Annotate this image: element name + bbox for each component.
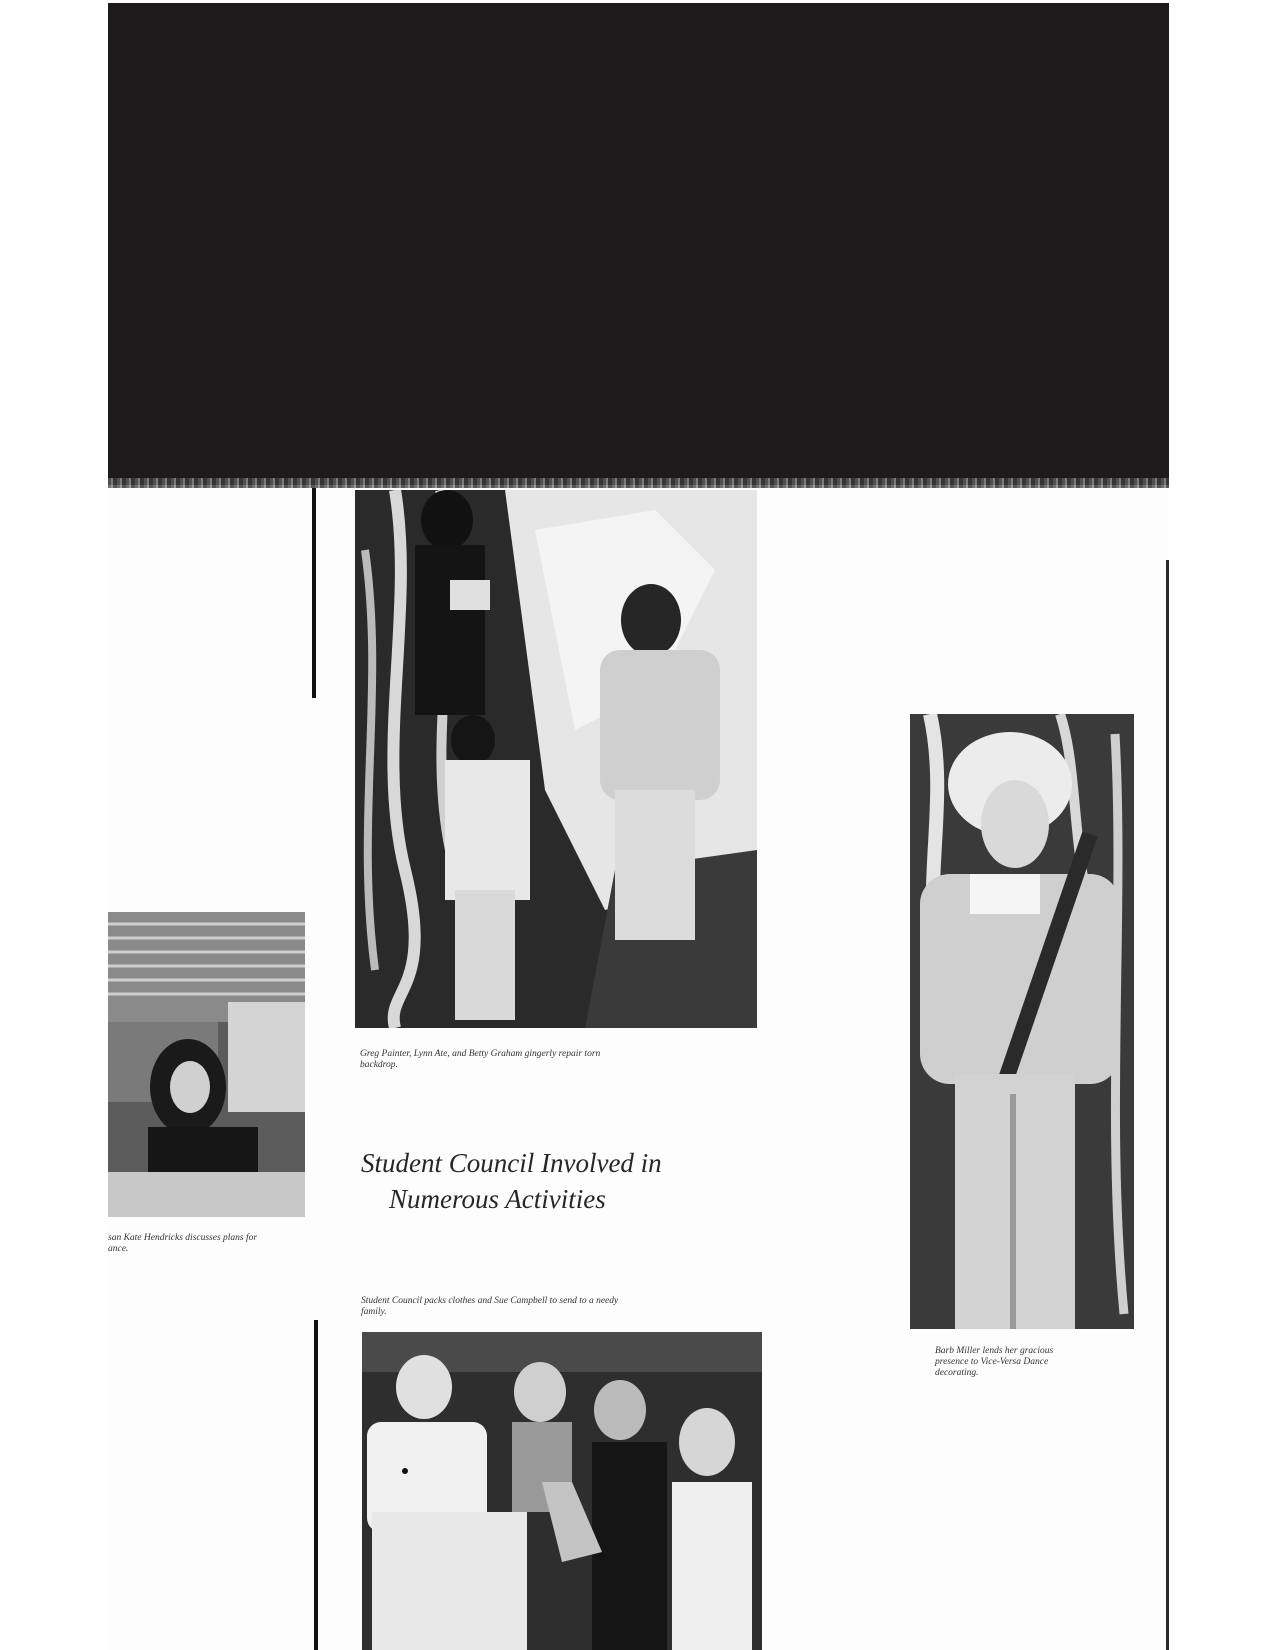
dark-block-edge xyxy=(108,478,1169,488)
caption-packing-clothes: Student Council packs clothes and Sue Campbell to send to a needy family. xyxy=(361,1296,619,1317)
caption-repair-backdrop: Greg Painter, Lynn Ate, and Betty Graham gingerly repair torn backdrop. xyxy=(360,1049,601,1070)
headline-line-2: Numerous Activities xyxy=(389,1184,606,1214)
binding-line-upper xyxy=(312,488,316,698)
page-headline xyxy=(361,1145,721,1217)
caption-planning-meeting: san Kate Hendricks discusses plans for ance. xyxy=(108,1233,258,1254)
photo-repair-backdrop xyxy=(355,490,757,1028)
page-right-edge xyxy=(1166,560,1169,1650)
photo-dance-decorating xyxy=(910,714,1134,1329)
headline-line-1: Student Council Involved in xyxy=(361,1148,662,1178)
photo-planning-meeting xyxy=(108,912,305,1217)
binding-line-lower xyxy=(314,1320,318,1650)
photo-packing-clothes xyxy=(362,1332,762,1650)
caption-dance-decorating: Barb Miller lends her gracious presence to Vice-Versa Dance decorating. xyxy=(935,1346,1054,1378)
photo-mark-dot xyxy=(402,1468,408,1474)
dark-photo-block xyxy=(108,3,1169,485)
